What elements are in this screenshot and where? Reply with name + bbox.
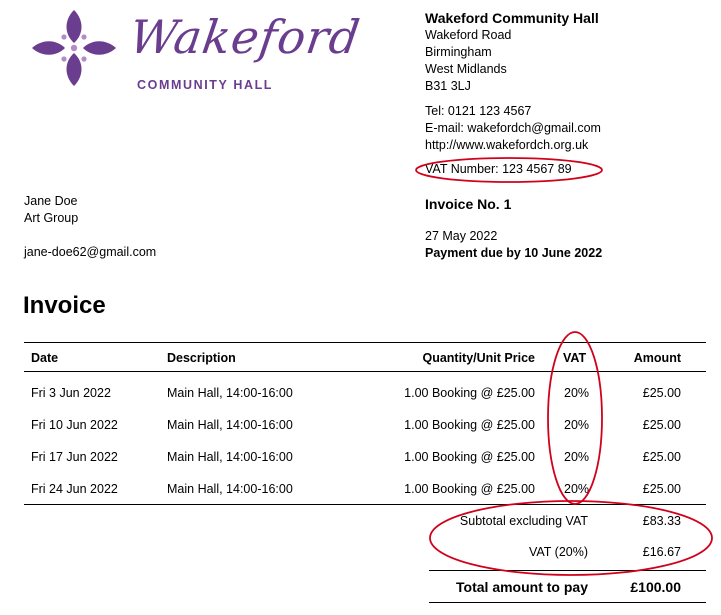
col-header-quantity: Quantity/Unit Price	[422, 351, 535, 365]
row-description: Main Hall, 14:00-16:00	[167, 482, 293, 496]
totals-annotation-ellipse	[430, 501, 712, 575]
row-amount: £25.00	[642, 386, 681, 400]
org-address-line: West Midlands	[425, 62, 507, 76]
row-amount: £25.00	[642, 482, 681, 496]
client-email: jane-doe62@gmail.com	[24, 245, 157, 259]
logo-wordmark: Wakeford	[126, 10, 364, 64]
row-quantity: 1.00 Booking @ £25.00	[404, 386, 535, 400]
table-body-rule	[24, 504, 706, 505]
invoice-number: Invoice No. 1	[425, 196, 512, 212]
org-contact-block	[425, 103, 601, 154]
org-email: E-mail: wakefordch@gmail.com	[425, 121, 601, 135]
total-top-rule	[429, 570, 706, 571]
row-date: Fri 24 Jun 2022	[31, 482, 118, 496]
row-quantity: 1.00 Booking @ £25.00	[404, 418, 535, 432]
row-quantity: 1.00 Booking @ £25.00	[404, 450, 535, 464]
row-vat: 20%	[564, 482, 590, 496]
logo-subtitle: COMMUNITY HALL	[137, 78, 274, 92]
row-vat: 20%	[564, 386, 590, 400]
row-vat: 20%	[564, 418, 590, 432]
subtotal-label: Subtotal excluding VAT	[459, 514, 588, 528]
org-address-block	[425, 9, 599, 95]
table-header-rule	[24, 371, 706, 372]
row-date: Fri 17 Jun 2022	[31, 450, 118, 464]
page-title: Invoice	[23, 292, 106, 319]
client-name: Jane Doe	[24, 194, 78, 208]
total-bottom-rule	[429, 602, 706, 603]
client-block	[24, 193, 78, 227]
row-date: Fri 10 Jun 2022	[31, 418, 118, 432]
org-address-line: Wakeford Road	[425, 28, 512, 42]
row-description: Main Hall, 14:00-16:00	[167, 450, 293, 464]
org-address-line: Birmingham	[425, 45, 492, 59]
row-date: Fri 3 Jun 2022	[31, 386, 111, 400]
row-amount: £25.00	[642, 450, 681, 464]
vat-number: VAT Number: 123 4567 89	[425, 162, 572, 176]
row-vat: 20%	[564, 450, 590, 464]
invoice-date: 27 May 2022	[425, 229, 498, 243]
row-description: Main Hall, 14:00-16:00	[167, 386, 293, 400]
total-label: Total amount to pay	[456, 579, 588, 595]
logo-flower-icon	[28, 6, 128, 90]
org-tel: Tel: 0121 123 4567	[425, 104, 532, 118]
row-amount: £25.00	[642, 418, 681, 432]
col-header-amount: Amount	[633, 351, 681, 365]
table-top-rule	[24, 342, 706, 343]
vat-total-label: VAT (20%)	[528, 545, 588, 559]
col-header-date: Date	[31, 351, 59, 365]
col-header-vat: VAT	[563, 351, 587, 365]
total-value: £100.00	[630, 579, 681, 595]
subtotal-value: £83.33	[642, 514, 681, 528]
payment-due: Payment due by 10 June 2022	[425, 246, 603, 260]
org-name: Wakeford Community Hall	[425, 10, 599, 26]
org-website: http://www.wakefordch.org.uk	[425, 138, 589, 152]
row-quantity: 1.00 Booking @ £25.00	[404, 482, 535, 496]
vat-total-value: £16.67	[642, 545, 681, 559]
org-address-line: B31 3LJ	[425, 79, 471, 93]
client-group: Art Group	[24, 211, 79, 225]
row-description: Main Hall, 14:00-16:00	[167, 418, 293, 432]
col-header-description: Description	[167, 351, 236, 365]
